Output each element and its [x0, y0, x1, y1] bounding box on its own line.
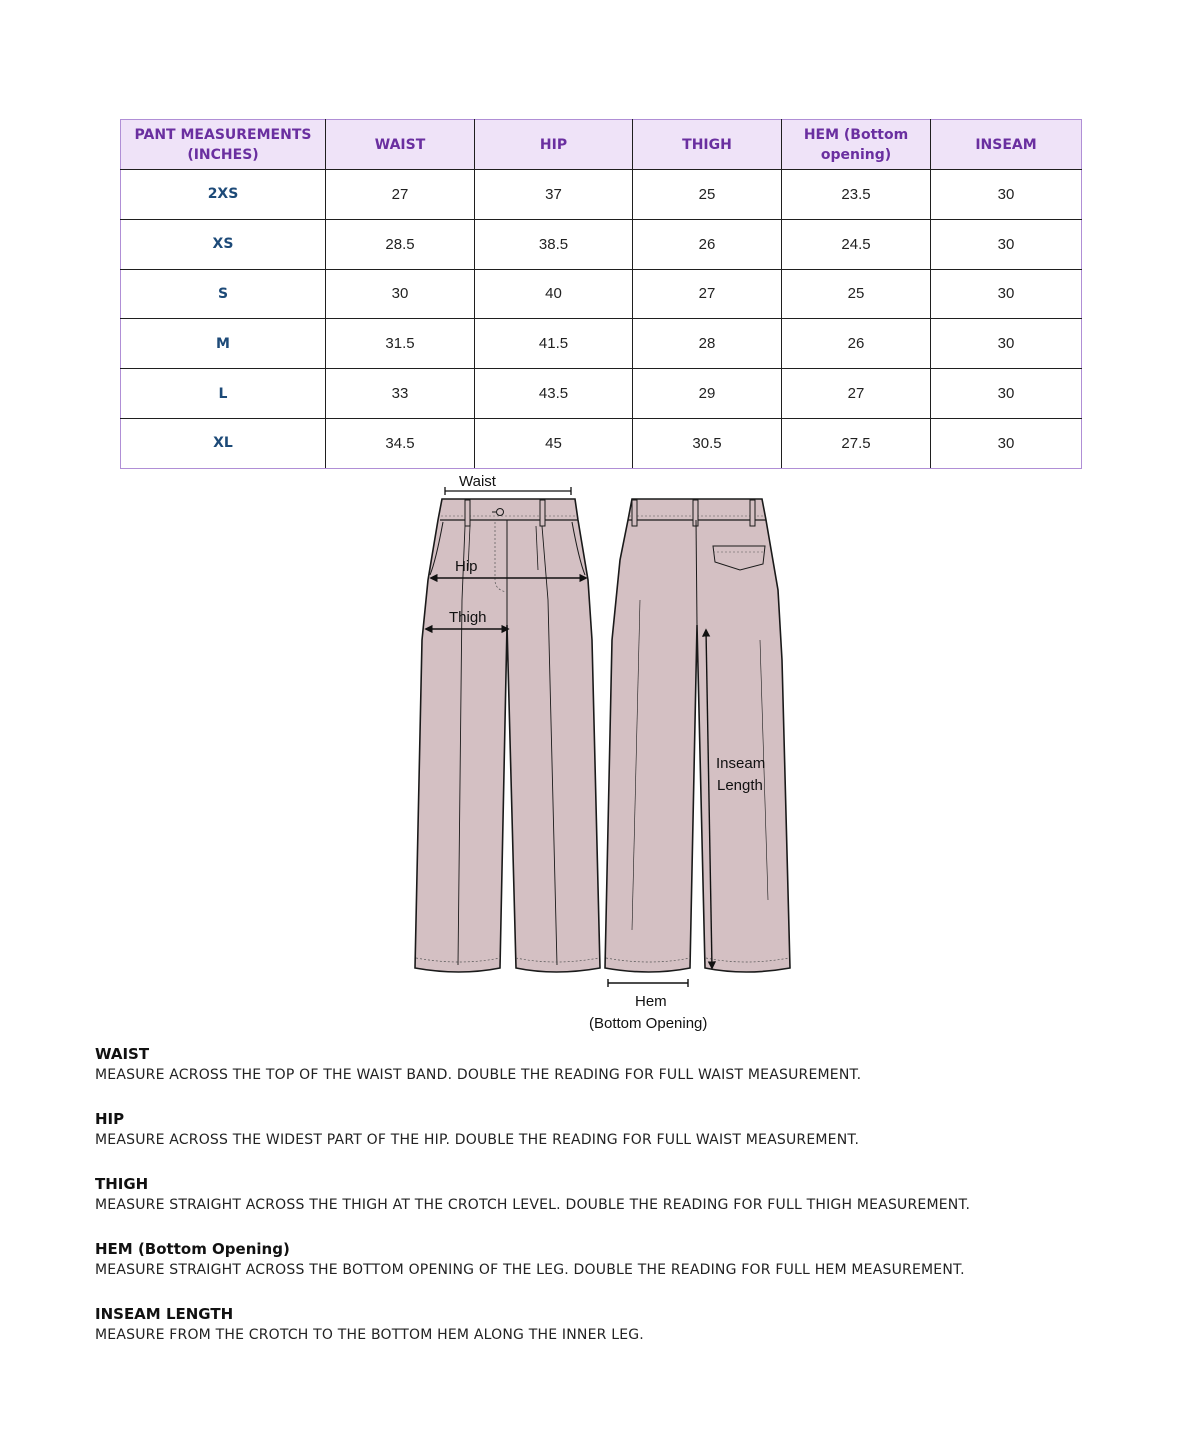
size-label: L [121, 369, 326, 419]
hem-label-line1: Hem [635, 993, 667, 1010]
thigh-value: 29 [633, 369, 782, 419]
thigh-label: Thigh [449, 609, 487, 626]
waist-value: 34.5 [326, 418, 475, 468]
waist-label: Waist [459, 473, 496, 490]
hip-value: 43.5 [475, 369, 633, 419]
hip-label: Hip [455, 558, 478, 575]
guide-title: WAIST [95, 1045, 150, 1063]
hip-value: 38.5 [475, 219, 633, 269]
size-label: XL [121, 418, 326, 468]
hip-value: 45 [475, 418, 633, 468]
guide-title: INSEAM LENGTH [95, 1305, 234, 1323]
waist-value: 33 [326, 369, 475, 419]
thigh-value: 27 [633, 269, 782, 319]
table-row [121, 170, 1082, 220]
guide-item-hip [95, 1108, 1175, 1151]
inseam-value: 30 [931, 319, 1082, 369]
inseam-label-line1: Inseam [716, 755, 766, 772]
inseam-value: 30 [931, 219, 1082, 269]
table-row [121, 269, 1082, 319]
guide-item-waist [95, 1043, 1175, 1086]
waist-value: 31.5 [326, 319, 475, 369]
hem-value: 27 [782, 369, 931, 419]
thigh-value: 30.5 [633, 418, 782, 468]
size-label: XS [121, 219, 326, 269]
inseam-value: 30 [931, 170, 1082, 220]
hem-label-line2: (Bottom Opening) [589, 1015, 708, 1032]
guide-title: THIGH [95, 1175, 149, 1193]
header-inseam: INSEAM [931, 120, 1082, 170]
pant-measurement-diagram [400, 468, 800, 1040]
table-header-row [121, 120, 1082, 170]
table-row [121, 369, 1082, 419]
guide-text: MEASURE FROM THE CROTCH TO THE BOTTOM HEM ALONG THE INNER LEG. [95, 1327, 644, 1343]
hem-value: 26 [782, 319, 931, 369]
header-hip: HIP [475, 120, 633, 170]
hem-value: 27.5 [782, 418, 931, 468]
table-row [121, 418, 1082, 468]
waist-value: 27 [326, 170, 475, 220]
size-label: 2XS [121, 170, 326, 220]
thigh-value: 28 [633, 319, 782, 369]
guide-text: MEASURE STRAIGHT ACROSS THE BOTTOM OPENING OF THE LEG. DOUBLE THE READING FOR FULL HEM MEASUREMENT. [95, 1262, 965, 1278]
hem-value: 23.5 [782, 170, 931, 220]
header-pant-measurements: PANT MEASUREMENTS (INCHES) [121, 120, 326, 170]
hem-value: 24.5 [782, 219, 931, 269]
waist-value: 28.5 [326, 219, 475, 269]
table-row [121, 219, 1082, 269]
size-label: M [121, 319, 326, 369]
guide-item-hem [95, 1238, 1175, 1281]
inseam-value: 30 [931, 418, 1082, 468]
header-waist: WAIST [326, 120, 475, 170]
hip-value: 40 [475, 269, 633, 319]
back-pant-illustration [605, 499, 790, 972]
hip-value: 37 [475, 170, 633, 220]
guide-item-inseam-length [95, 1303, 1175, 1346]
inseam-value: 30 [931, 369, 1082, 419]
guide-text: MEASURE STRAIGHT ACROSS THE THIGH AT THE CROTCH LEVEL. DOUBLE THE READING FOR FULL THIGH MEASUREMENT. [95, 1197, 971, 1213]
guide-title: HEM (Bottom Opening) [95, 1240, 290, 1258]
measurement-guide [95, 1043, 1175, 1368]
front-pant-illustration [415, 499, 600, 972]
header-thigh: THIGH [633, 120, 782, 170]
hem-value: 25 [782, 269, 931, 319]
size-label: S [121, 269, 326, 319]
inseam-label-line2: Length [717, 777, 763, 794]
size-chart-table [120, 119, 1082, 469]
table-row [121, 319, 1082, 369]
header-hem: HEM (Bottom opening) [782, 120, 931, 170]
hip-value: 41.5 [475, 319, 633, 369]
guide-title: HIP [95, 1110, 125, 1128]
guide-item-thigh [95, 1173, 1175, 1216]
guide-text: MEASURE ACROSS THE WIDEST PART OF THE HIP. DOUBLE THE READING FOR FULL WAIST MEASUREMENT. [95, 1132, 860, 1148]
thigh-value: 26 [633, 219, 782, 269]
guide-text: MEASURE ACROSS THE TOP OF THE WAIST BAND. DOUBLE THE READING FOR FULL WAIST MEASUREMENT. [95, 1067, 862, 1083]
thigh-value: 25 [633, 170, 782, 220]
inseam-value: 30 [931, 269, 1082, 319]
hem-measure-line [608, 979, 688, 987]
waist-value: 30 [326, 269, 475, 319]
